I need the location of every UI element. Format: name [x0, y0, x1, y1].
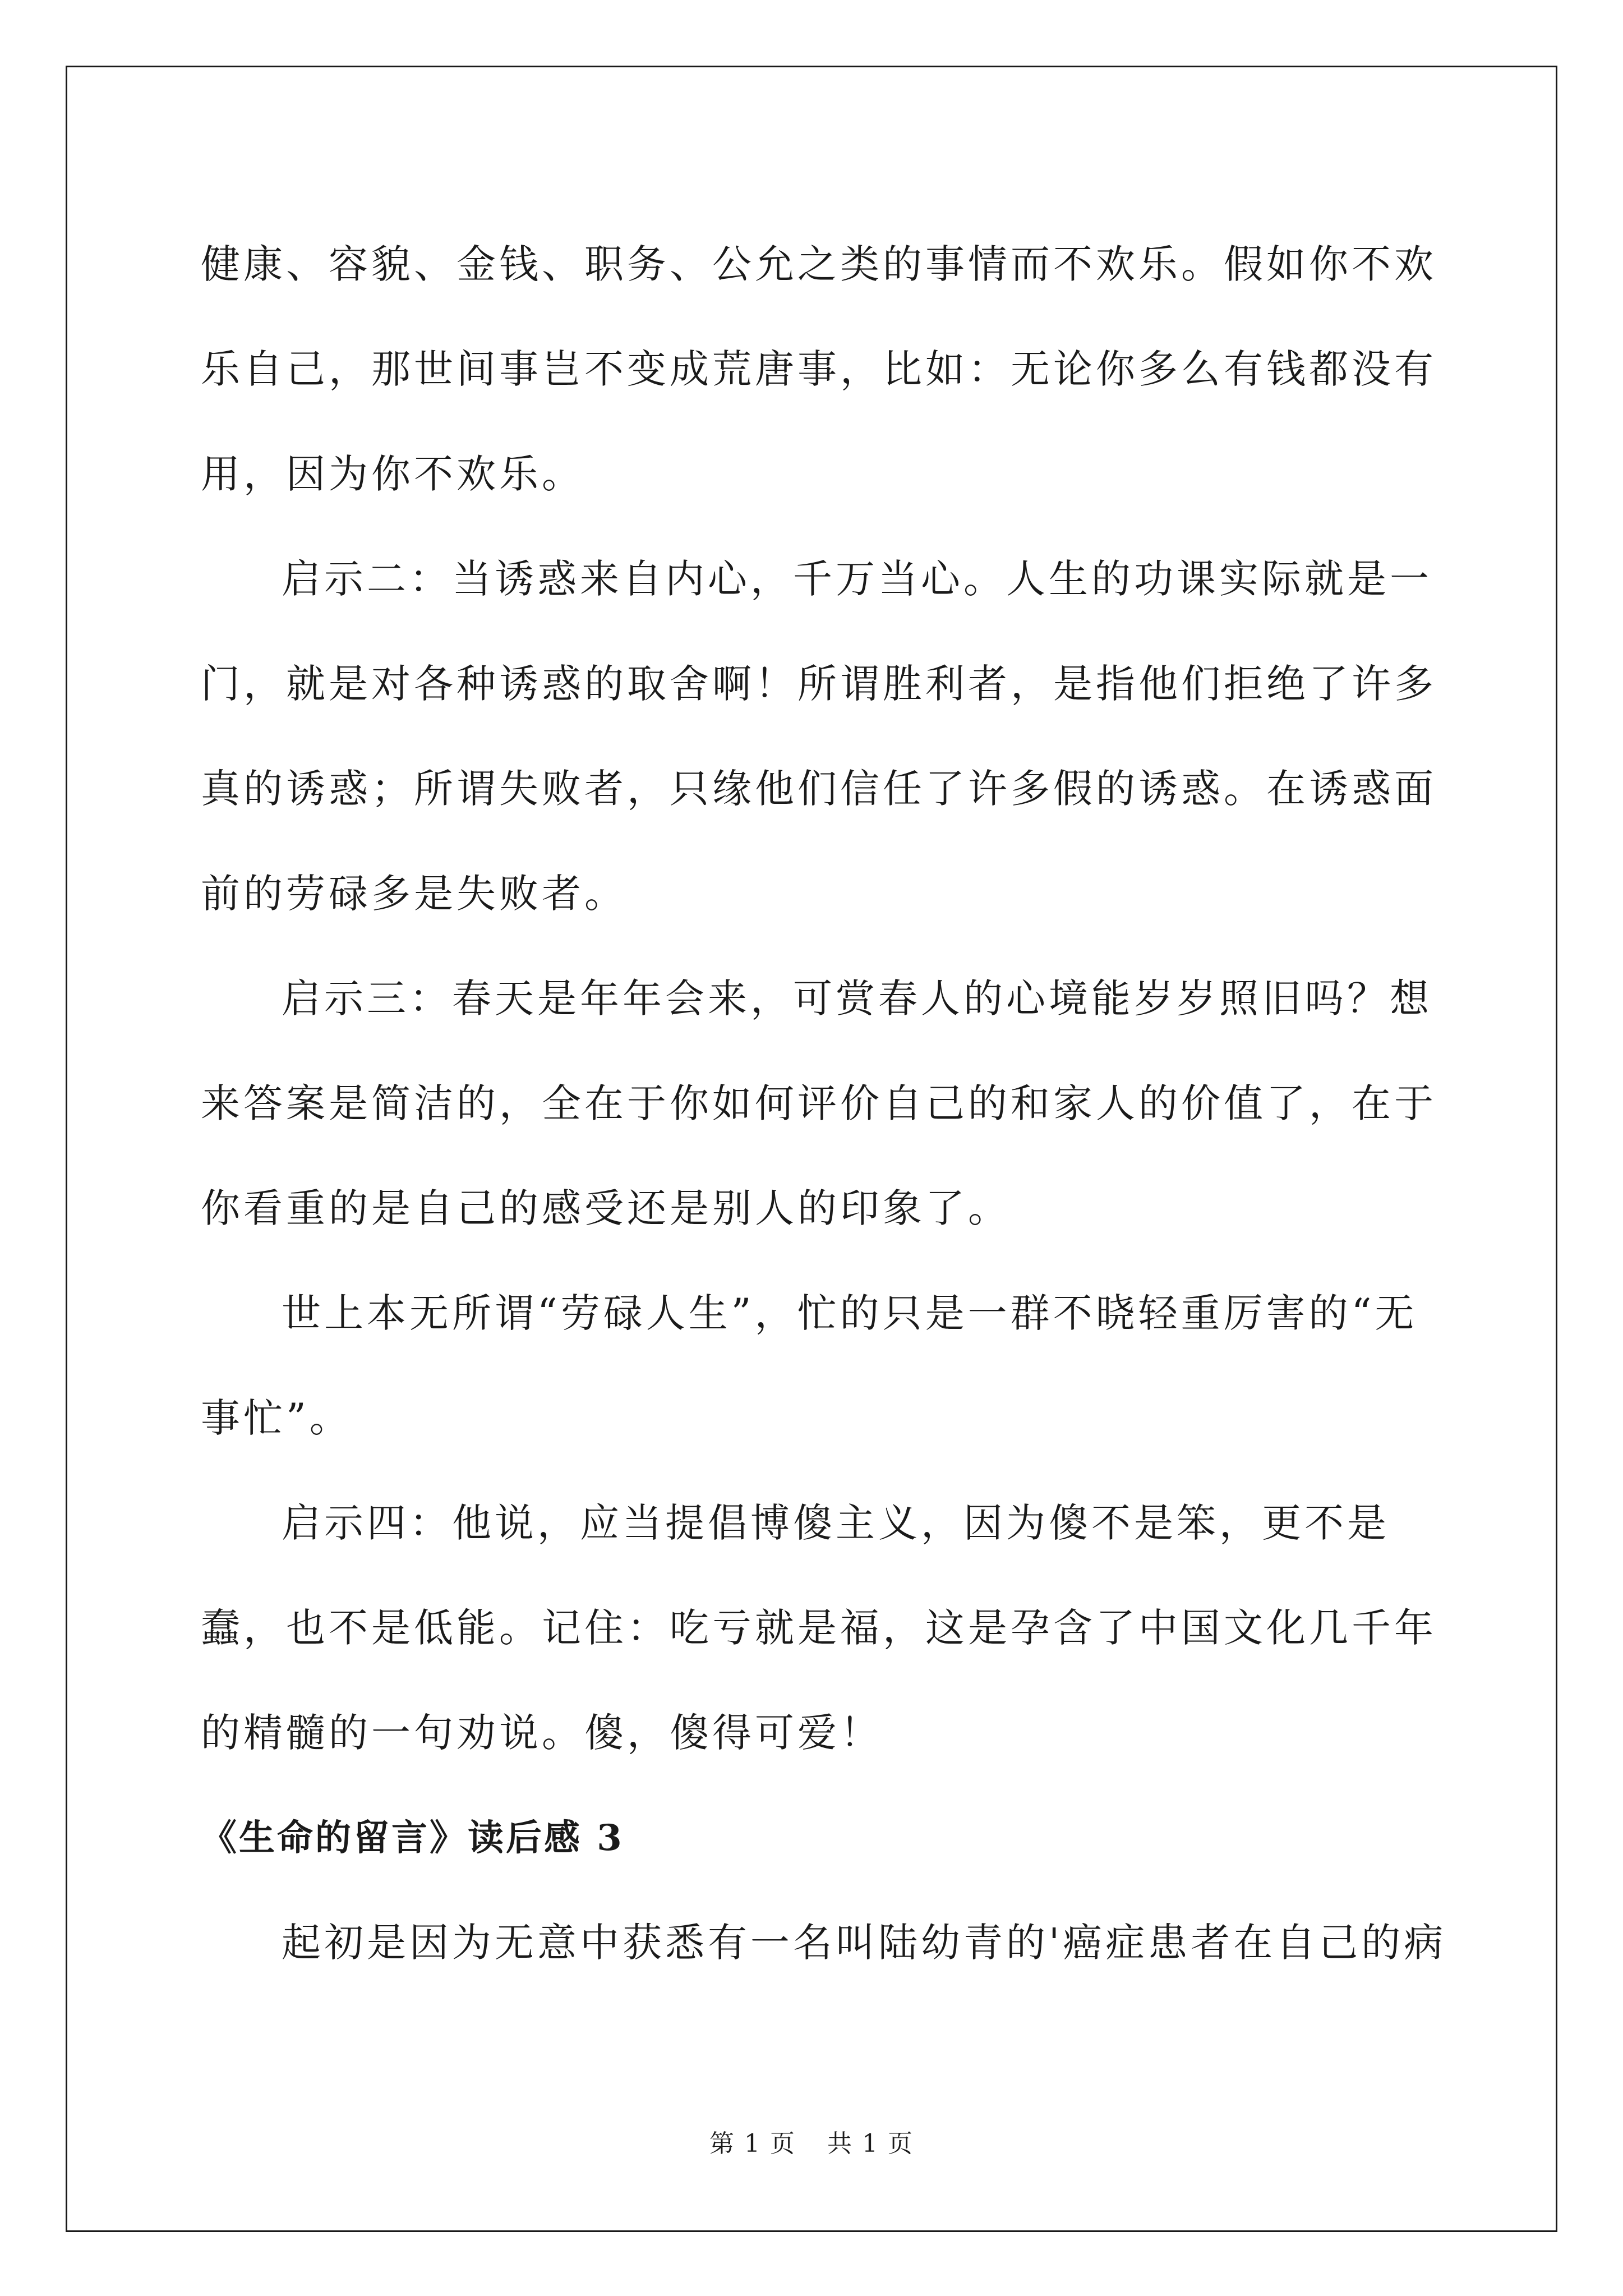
paragraph-2: 启示二：当诱惑来自内心，千万当心。人生的功课实际就是一门，就是对各种诱惑的取舍啊！所谓胜利者，是指他们拒绝了许多真的诱惑；所谓失败者，只缘他们信任了许多假的诱惑。在诱惑面前的劳碌多是失败者。 — [201, 556, 1437, 917]
section-heading: 《生命的留言》读后感 3 — [201, 1817, 624, 1859]
paragraph-1: 健康、容貌、金钱、职务、公允之类的事情而不欢乐。假如你不欢乐自己，那世间事岂不变成荒唐事，比如：无论你多么有钱都没有用，因为你不欢乐。 — [201, 241, 1437, 497]
document-body — [201, 212, 1453, 1995]
paragraph-3: 启示三：春天是年年会来，可赏春人的心境能岁岁照旧吗？想来答案是简洁的，全在于你如何评价自己的和家人的价值了，在于你看重的是自己的感受还是别人的印象了。 — [201, 976, 1437, 1231]
page-footer — [0, 2127, 1623, 2161]
paragraph-4: 世上本无所谓“劳碌人生”，忙的只是一群不晓轻重厉害的“无事忙”。 — [201, 1290, 1418, 1441]
paragraph-6: 起初是因为无意中获悉有一名叫陆幼青的'癌症患者在自己的病 — [282, 1920, 1447, 1966]
page-number: 第 1 页 — [709, 2129, 796, 2158]
page-total: 共 1 页 — [827, 2129, 914, 2158]
paragraph-5: 启示四：他说，应当提倡博傻主义，因为傻不是笨，更不是蠢，也不是低能。记住：吃亏就是福，这是孕含了中国文化几千年的精髓的一句劝说。傻，傻得可爱！ — [201, 1500, 1437, 1756]
